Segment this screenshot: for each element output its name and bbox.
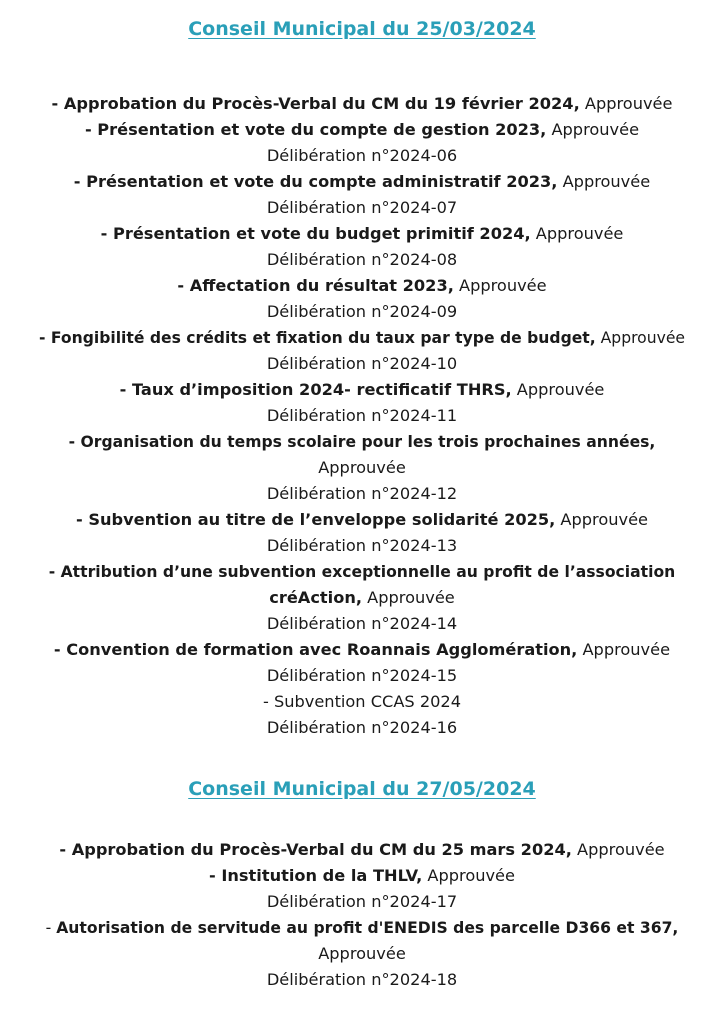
agenda-item-text: Approuvée (318, 944, 406, 963)
agenda-line (0, 585, 724, 611)
agenda-line (0, 689, 724, 715)
agenda-line (0, 941, 724, 967)
agenda-line (0, 273, 724, 299)
agenda-line (0, 611, 724, 637)
agenda-line (0, 863, 724, 889)
agenda-item-status: Approuvée (555, 510, 649, 529)
agenda-item-title: - Présentation et vote du compte administratif 2023, (73, 172, 558, 191)
agenda-line (0, 715, 724, 741)
agenda-item-title: - Approbation du Procès-Verbal du CM du 19 février 2024, (51, 94, 580, 113)
section-title-1[interactable]: Conseil Municipal du 25/03/2024 (188, 18, 536, 40)
agenda-item-status: Approuvée (546, 120, 640, 139)
agenda-item-status: Approuvée (557, 172, 651, 191)
agenda-line (0, 455, 724, 481)
agenda-line (0, 377, 724, 403)
agenda-line (0, 507, 724, 533)
agenda-item-status: Approuvée (362, 588, 455, 607)
agenda-item-text: Délibération n°2024-11 (266, 406, 458, 425)
agenda-line (0, 663, 724, 689)
agenda-line (0, 637, 724, 663)
agenda-item-text: Délibération n°2024-18 (266, 970, 458, 989)
agenda-item-title: - Attribution d’une subvention exceptionnelle au profit de l’association (48, 563, 676, 581)
agenda-item-status: Approuvée (577, 640, 671, 659)
agenda-line (0, 195, 724, 221)
agenda-item-status: Approuvée (422, 866, 515, 885)
agenda-item-title: - Institution de la THLV, (209, 866, 423, 885)
agenda-line (0, 247, 724, 273)
agenda-item-text: Délibération n°2024-15 (266, 666, 458, 685)
agenda-item-title: - Affectation du résultat 2023, (177, 276, 454, 295)
agenda-line (0, 533, 724, 559)
agenda-item-title: - Taux d’imposition 2024- rectificatif THRS, (119, 380, 512, 399)
agenda-line (0, 117, 724, 143)
agenda-line (0, 967, 724, 993)
agenda-item-text: Délibération n°2024-16 (266, 718, 458, 737)
agenda-item-text: - Subvention CCAS 2024 (262, 692, 462, 711)
agenda-line (0, 889, 724, 915)
agenda-item-text: Délibération n°2024-06 (266, 146, 458, 165)
agenda-item-text: Délibération n°2024-14 (266, 614, 458, 633)
agenda-line (0, 837, 724, 863)
agenda-item-text: Délibération n°2024-07 (266, 198, 458, 217)
agenda-item-title: - Présentation et vote du budget primitif 2024, (100, 224, 531, 243)
agenda-item-title: créAction, (269, 588, 363, 607)
agenda-item-title: - Organisation du temps scolaire pour les trois prochaines années, (68, 433, 656, 451)
agenda-item-status: Approuvée (453, 276, 547, 295)
agenda-item-text: Délibération n°2024-08 (266, 250, 458, 269)
agenda-item-title: Autorisation de servitude au profit d'ENEDIS des parcelle D366 et 367, (56, 919, 679, 937)
agenda-item-text: Délibération n°2024-10 (266, 354, 458, 373)
agenda-item-title: - Convention de formation avec Roannais Agglomération, (53, 640, 578, 659)
agenda-item-status: Approuvée (579, 94, 673, 113)
line-prefix: - (45, 919, 57, 937)
agenda-line (0, 325, 724, 351)
agenda-line (0, 481, 724, 507)
agenda-item-text: Approuvée (318, 458, 406, 477)
agenda-line (0, 351, 724, 377)
agenda-line (0, 403, 724, 429)
agenda-item-title: - Fongibilité des crédits et fixation du taux par type de budget, (38, 329, 596, 347)
agenda-line (0, 221, 724, 247)
agenda-line (0, 299, 724, 325)
agenda-item-text: Délibération n°2024-12 (266, 484, 458, 503)
agenda-line (0, 169, 724, 195)
section-title-2[interactable]: Conseil Municipal du 27/05/2024 (188, 778, 536, 800)
agenda-item-status: Approuvée (571, 840, 665, 859)
agenda-line (0, 915, 724, 941)
agenda-item-status: Approuvée (595, 329, 686, 347)
agenda-line (0, 429, 724, 455)
section-2-items (0, 837, 724, 993)
agenda-line (0, 91, 724, 117)
agenda-item-title: - Approbation du Procès-Verbal du CM du 25 mars 2024, (59, 840, 572, 859)
agenda-item-text: Délibération n°2024-13 (266, 536, 458, 555)
agenda-item-title: - Subvention au titre de l’enveloppe solidarité 2025, (75, 510, 556, 529)
agenda-item-title: - Présentation et vote du compte de gestion 2023, (84, 120, 547, 139)
agenda-item-status: Approuvée (530, 224, 624, 243)
agenda-item-status: Approuvée (511, 380, 605, 399)
agenda-line (0, 559, 724, 585)
agenda-item-text: Délibération n°2024-09 (266, 302, 458, 321)
agenda-item-text: Délibération n°2024-17 (266, 892, 458, 911)
section-1-items (0, 91, 724, 741)
agenda-line (0, 143, 724, 169)
